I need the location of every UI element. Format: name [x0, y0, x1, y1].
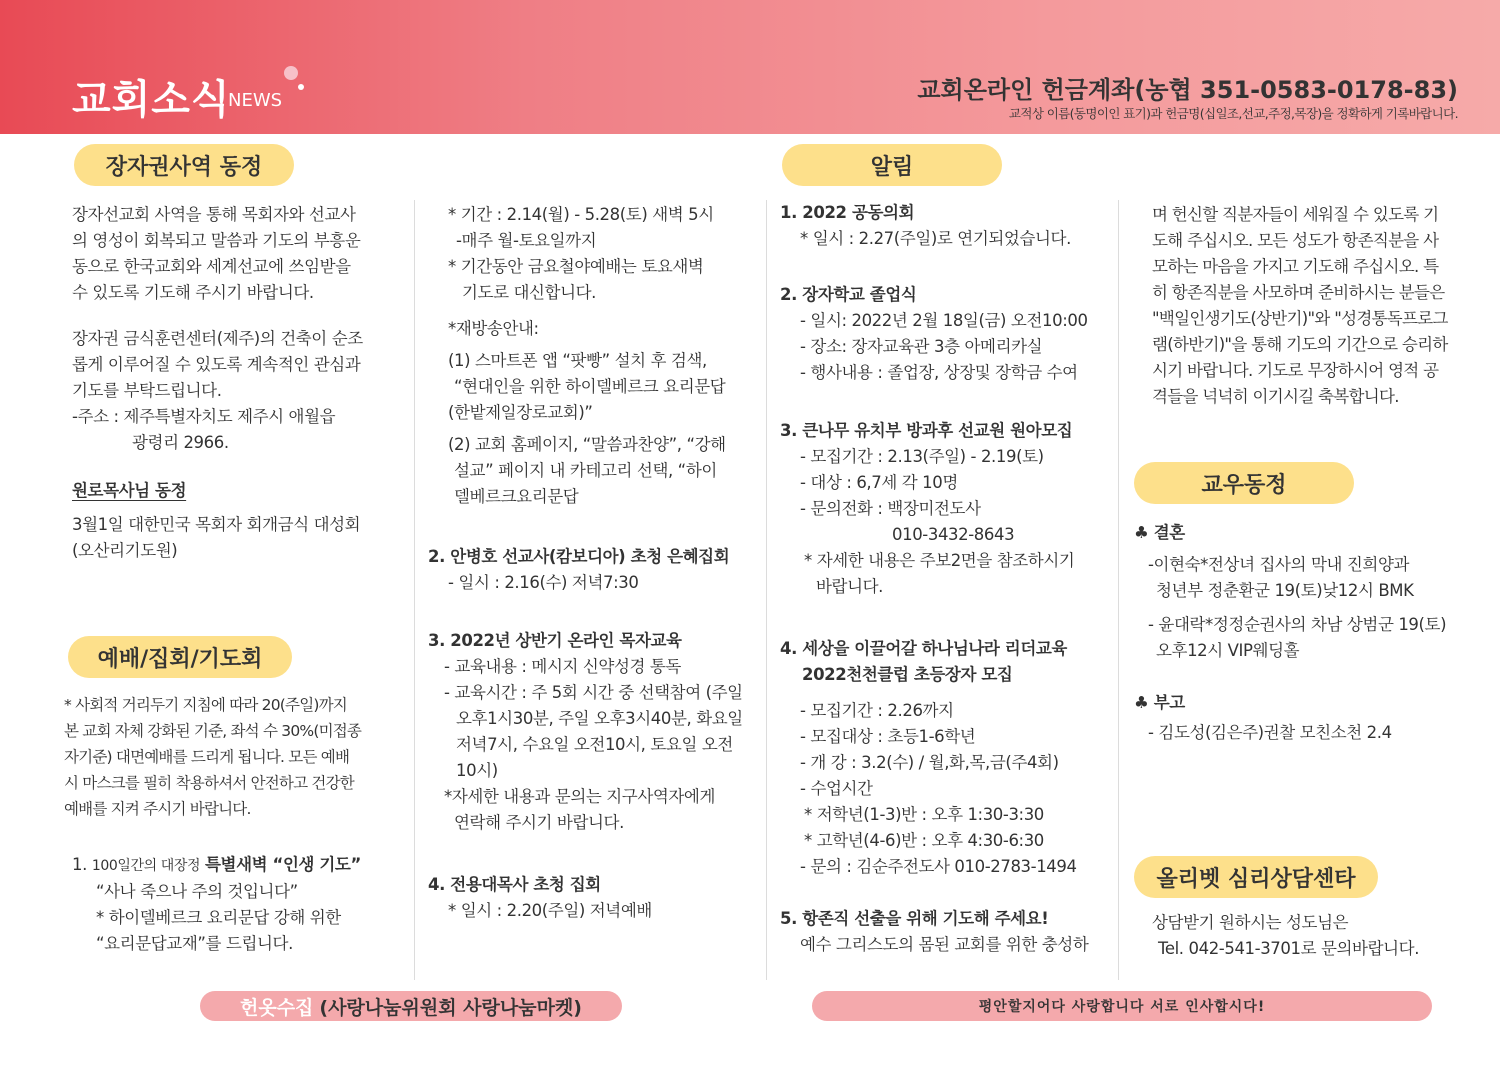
- elder-title: 원로목사님 동정: [72, 481, 187, 500]
- clothes-collection-lead: 헌옷수집: [239, 996, 314, 1019]
- elder-pastor-news: 원로목사님 동정 3월1일 대한민국 목회자 회개금식 대성회 (오산리기도원): [72, 478, 360, 564]
- header-banner: [0, 0, 1500, 134]
- club-icon-marriage: ♣ 결혼: [1134, 523, 1185, 542]
- page-title: 교회소식: [72, 77, 231, 123]
- counsel-center-info: 상담받기 원하시는 성도님은 Tel. 042-541-3701로 문의바랍니다.: [1152, 913, 1420, 958]
- notice-kindergarten: 3. 큰나무 유치부 방과후 선교원 원아모집 - 모집기간 : 2.13(주일) - 2.19(토) - 대상 : 6,7세 각 10명 - 문의전화 : 백장미전도사 010-3432-8643 * 자세한 내용은 주보2면을 참조하시기 바랍니다.: [780, 421, 1075, 596]
- offering-account: 교회온라인 헌금계좌(농협 351-0583-0178-83): [917, 76, 1458, 104]
- officer-election-continued: 며 헌신할 직분자들이 세워질 수 있도록 기 도해 주십시오. 모든 성도가 항존직분을 사 모하는 마음을 가지고 기도해 주십시오. 특 히 항존직분을 사모하며 준비하시는 분들은 "백일인생기도(상반기)"와 "성경통독프로그 램(하반기)"을 통해 기도의 기간으로 승리하 시기 바랍니다. 기도로 무장하시어 영적 공 격들을 넉넉히 이기시길 축복합니다.: [1152, 205, 1448, 406]
- rebroadcast-info: *재방송안내: (1) 스마트폰 앱 “팟빵” 설치 후 검색, “현대인을 위한 하이델베르크 요리문답 (한밭제일장로교회)” (2) 교회 홈페이지, “말씀과찬양”, “강해 설교” 페이지 내 카테고리 선택, “하이 델베르크요리문답: [448, 319, 726, 506]
- club-icon-obituary: ♣ 부고: [1134, 693, 1185, 712]
- clothes-collection-detail: (사랑나눔위원회 사랑나눔마켓): [319, 996, 582, 1019]
- greeting-banner: [812, 991, 1432, 1021]
- section-title-members: 교우동정: [1134, 462, 1354, 504]
- notice-officer-election: 5. 항존직 선출을 위해 기도해 주세요! 예수 그리스도의 몸된 교회를 위한 충성하: [780, 909, 1089, 954]
- section-title-jangja: 장자권사역 동정: [74, 144, 294, 186]
- offering-account-note: 교적상 이름(동명이인 표기)과 헌금명(십일조,선교,주정,목장)을 정확하게 기록바랍니다.: [1008, 106, 1458, 121]
- notice-graduation: 2. 장자학교 졸업식 - 일시: 2022년 2월 18일(금) 오전10:00 - 장소: 장자교육관 3층 아메리카실 - 행사내용 : 졸업장, 상장및 장학금 수여: [780, 285, 1088, 382]
- greeting-text: 평안할지어다 사랑합니다 서로 인사합시다!: [978, 999, 1266, 1015]
- jangja-ministry-text: 장자선교회 사역을 통해 목회자와 선교사 의 영성이 회복되고 말씀과 기도의 부흥운 동으로 한국교회와 세계선교에 쓰임받을 수 있도록 기도해 주시기 바랍니다.: [72, 205, 361, 302]
- address-line: -주소 : 제주특별자치도 제주시 애월읍: [72, 407, 336, 426]
- notice-leader-education: 4. 세상을 이끌어갈 하나님나라 리더교육 2022천천클럽 초등장자 모집 - 모집기간 : 2.26까지 - 모집대상 : 초등1-6학년 - 개 강 : 3.2(수) / 월,화,목,금(주4회) - 수업시간 * 저학년(1-3)반 : 오후 1:30-3:30 * 고학년(4-6)반 : 오후 4:30-6:30 - 문의 : 김순주전도사 010-2783-1494: [780, 639, 1077, 876]
- column-divider: [1118, 200, 1119, 980]
- section-title-notice: 알림: [782, 144, 1002, 186]
- column-divider: [766, 200, 767, 980]
- pastor-revival-meeting: 4. 전용대목사 초청 집회 * 일시 : 2.20(주일) 저녁예배: [428, 875, 652, 920]
- missionary-meeting: 2. 안병호 선교사(캄보디아) 초청 은혜집회 - 일시 : 2.16(수) 저녁7:30: [428, 547, 730, 592]
- column-divider: [414, 200, 415, 980]
- notice-joint-assembly: 1. 2022 공동의회 * 일시 : 2.27(주일)로 연기되었습니다.: [780, 203, 1071, 248]
- clothes-collection-banner: [200, 991, 622, 1021]
- dawn-prayer-details: * 기간 : 2.14(월) - 5.28(토) 새벽 5시 -매주 월-토요일까지 * 기간동안 금요철야예배는 토요새벽 기도로 대신합니다.: [448, 205, 714, 302]
- page-title-en: NEWS: [228, 90, 283, 111]
- shepherd-education: 3. 2022년 상반기 온라인 목자교육 - 교육내용 : 메시지 신약성경 통독 - 교육시간 : 주 5회 시간 중 선택참여 (주일 오후1시30분, 주일 오후3시40분, 화요일 저녁7시, 수요일 오전10시, 토요일 오전 10시) *자세한 내용과 문의는 지구사역자에게 연락해 주시기 바랍니다.: [428, 631, 743, 832]
- decorative-dot-small: [298, 84, 304, 90]
- section-title-counsel: 올리벳 심리상담센타: [1134, 856, 1378, 898]
- worship-guideline-text: * 사회적 거리두기 지침에 따라 20(주일)까지 본 교회 자체 강화된 기준, 좌석 수 30%(미접종 자기준) 대면예배를 드리게 됩니다. 모든 예배 시 마스크를 필히 착용하셔서 안전하고 건강한 예배를 지켜 주시기 바랍니다.: [64, 696, 362, 818]
- decorative-dot: [284, 66, 298, 80]
- member-marriage-news: ♣ 결혼 -이현숙*전상녀 집사의 막내 진희양과 청년부 정춘환군 19(토)낮12시 BMK - 윤대락*정정순권사의 차남 상범군 19(토) 오후12시 VIP웨딩홀: [1134, 520, 1446, 664]
- special-dawn-prayer: 1. 100일간의 대장정 특별새벽 “인생 기도” “사나 죽으나 주의 것입니다” * 하이델베르크 요리문답 강해 위한 “요리문답교재”를 드립니다.: [72, 855, 361, 953]
- fasting-center-text: 장자권 금식훈련센터(제주)의 건축이 순조 롭게 이루어질 수 있도록 계속적인 관심과 기도를 부탁드립니다. -주소 : 제주특별자치도 제주시 애월읍 광령리 2966.: [72, 329, 363, 452]
- member-obituary-news: ♣ 부고 - 김도성(김은주)권찰 모친소천 2.4: [1134, 690, 1392, 746]
- section-title-worship: 예배/집회/기도회: [68, 636, 292, 678]
